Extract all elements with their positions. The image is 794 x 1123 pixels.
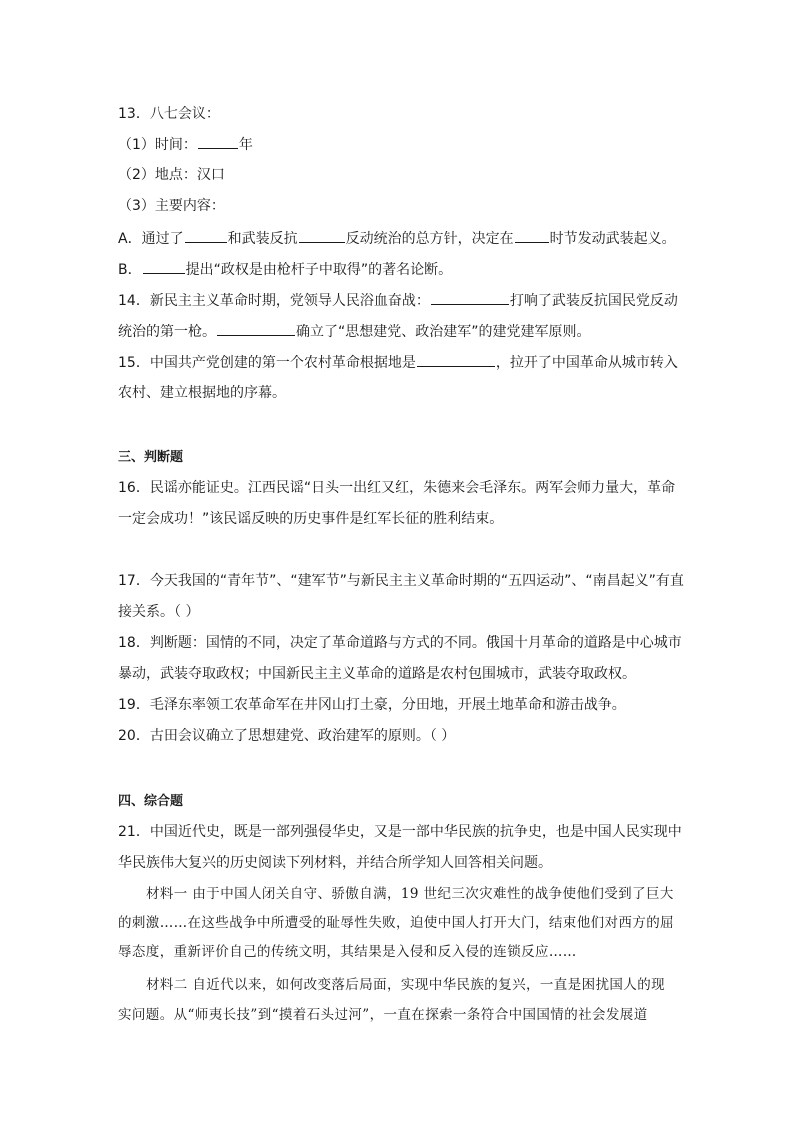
q14-line-2	[118, 321, 591, 342]
q15-text-2: ，拉开了中国革命从城市转入	[495, 355, 678, 371]
q20-line: 20．古田会议确立了思想建党、政治建军的原则。（ ）	[118, 728, 456, 744]
q13-place: （2）地点：汉口	[118, 167, 225, 183]
q13-b-text-2: 提出“政权是由枪杆子中取得”的著名论断。	[185, 262, 453, 278]
q13-b-text-1: B．	[118, 262, 142, 278]
material-1-line-1: 材料一 由于中国人闭关自守、骄傲自满，19 世纪三次灾难性的战争使他们受到了巨大	[146, 886, 674, 902]
q17-line-1: 17．今天我国的“青年节”、“建军节”与新民主主义革命时期的“五四运动”、“南昌起义”有直	[118, 573, 684, 589]
section-3-heading: 三、判断题	[118, 450, 184, 465]
q13-time-unit: 年	[238, 137, 253, 153]
q13-title: 13．八七会议：	[118, 106, 220, 122]
section-4-heading: 四、综合题	[118, 794, 184, 809]
q14-line-1	[118, 290, 678, 311]
q13-content: （3）主要内容：	[118, 198, 225, 214]
q14-blank-1	[431, 290, 509, 305]
q13-item-a	[118, 228, 676, 249]
material-1-line-2: 的刺激……在这些战争中所遭受的耻辱性失败，迫使中国人打开大门，结束他们对西方的屈	[118, 915, 674, 931]
material-2-line-2: 实问题。从“师夷长技”到“摸着石头过河”，一直在探索一条符合中国国情的社会发展道	[118, 1007, 648, 1023]
q14-blank-2	[217, 321, 295, 336]
q16-line-1: 16．民谣亦能证史。江西民谣“日头一出红又红，朱德来会毛泽东。两军会师力量大，革命	[118, 480, 676, 496]
q13-time-blank	[198, 134, 238, 149]
q14-text-4: 确立了“思想建党、政治建军”的建党建军原则。	[296, 324, 591, 340]
q13-a-text-4: 时节发动武装起义。	[549, 231, 676, 247]
q14-text-2: 打响了武装反抗国民党反动	[509, 293, 678, 309]
q13-time	[118, 134, 253, 155]
q18-line-1: 18．判断题：国情的不同，决定了革命道路与方式的不同。俄国十月革命的道路是中心城市	[118, 635, 682, 651]
q13-a-text-3: 反动统治的总方针，决定在	[345, 231, 514, 247]
q17-line-2: 接关系。（ ）	[118, 604, 200, 620]
q14-text-3: 统治的第一枪。	[118, 324, 216, 340]
q15-text-1: 15．中国共产党创建的第一个农村革命根据地是	[118, 355, 416, 371]
q16-line-2: 一定会成功！”该民谣反映的历史事件是红军长征的胜利结束。	[118, 511, 504, 527]
q14-text-1: 14．新民主主义革命时期，党领导人民浴血奋战：	[118, 293, 430, 309]
q21-line-2: 华民族伟大复兴的历史阅读下列材料，并结合所学知人回答相关问题。	[118, 855, 552, 871]
q13-item-b	[118, 259, 452, 280]
material-1-line-3: 辱态度，重新评价自己的传统文明，其结果是入侵和反入侵的连锁反应……	[118, 944, 577, 960]
q13-time-label: （1）时间：	[118, 137, 197, 153]
q13-a-text-2: 和武装反抗	[227, 231, 298, 247]
q13-a-text-1: A．通过了	[118, 231, 184, 247]
q18-line-2: 暴动，武装夺取政权；中国新民主主义革命的道路是农村包围城市，武装夺取政权。	[118, 666, 636, 682]
q13-b-blank	[143, 259, 185, 274]
q13-a-blank-3	[515, 228, 549, 243]
q15-line-2: 农村、建立根据地的序幕。	[118, 385, 286, 401]
q19-line: 19．毛泽东率领工农革命军在井冈山打土豪，分田地，开展土地革命和游击战争。	[118, 697, 626, 713]
q21-line-1: 21．中国近代史，既是一部列强侵华史，又是一部中华民族的抗争史，也是中国人民实现中	[118, 824, 682, 840]
q15-line-1	[118, 352, 678, 373]
q13-a-blank-2	[299, 228, 345, 243]
q15-blank	[417, 352, 495, 367]
q13-a-blank-1	[185, 228, 227, 243]
material-2-line-1: 材料二 自近代以来，如何改变落后局面，实现中华民族的复兴，一直是困扰国人的现	[146, 977, 665, 993]
